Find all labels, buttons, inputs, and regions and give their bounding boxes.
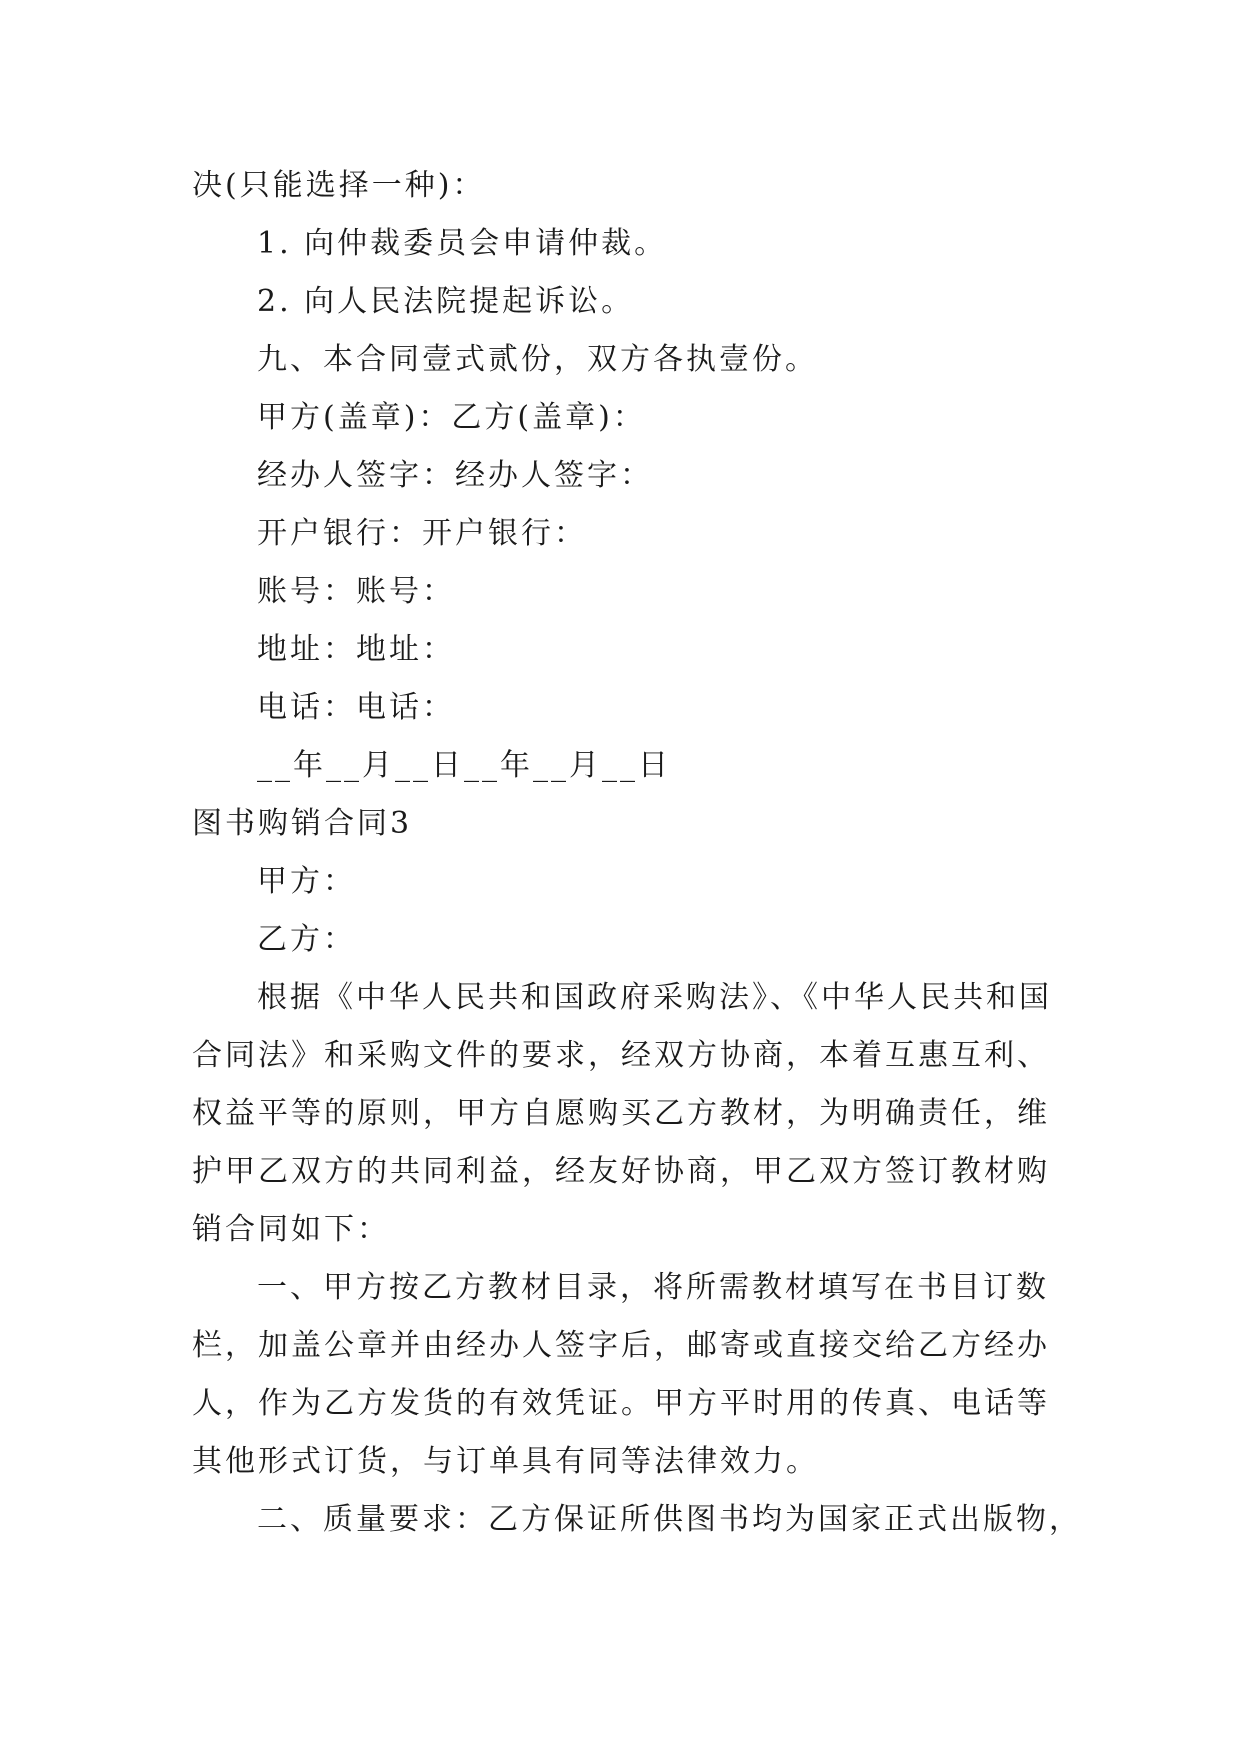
text-line-signature: 经办人签字：经办人签字：: [257, 458, 653, 493]
text-line-phone: 电话：电话：: [257, 690, 455, 725]
paragraph-line: 二、质量要求：乙方保证所供图书均为国家正式出版物，: [257, 1502, 1082, 1537]
paragraph-line: 权益平等的原则，甲方自愿购买乙方教材，为明确责任，维: [192, 1096, 1050, 1131]
text-line-bank: 开户银行：开户银行：: [257, 516, 587, 551]
paragraph-line: 栏，加盖公章并由经办人签字后，邮寄或直接交给乙方经办: [192, 1328, 1050, 1363]
text-line-dispute-resolution: 决(只能选择一种)：: [192, 168, 486, 203]
text-line-litigation: 2. 向人民法院提起诉讼。: [257, 284, 635, 319]
text-line-party-a: 甲方：: [257, 864, 356, 899]
text-line-party-b: 乙方：: [257, 922, 356, 957]
text-line-account: 账号：账号：: [257, 574, 455, 609]
text-line-clause-nine: 九、本合同壹式贰份，双方各执壹份。: [257, 342, 818, 377]
paragraph-line: 一、甲方按乙方教材目录，将所需教材填写在书目订数: [257, 1270, 1049, 1305]
paragraph-line: 其他形式订货，与订单具有同等法律效力。: [192, 1444, 819, 1479]
text-line-date: __年__月__日__年__月__日: [257, 748, 671, 783]
section-title: 图书购销合同3: [192, 806, 413, 841]
paragraph-line: 销合同如下：: [192, 1212, 390, 1247]
paragraph-line: 护甲乙双方的共同利益，经友好协商，甲乙双方签订教材购: [192, 1154, 1050, 1189]
text-line-address: 地址：地址：: [257, 632, 455, 667]
paragraph-line: 人，作为乙方发货的有效凭证。甲方平时用的传真、电话等: [192, 1386, 1050, 1421]
text-line-arbitration: 1. 向仲裁委员会申请仲裁。: [257, 226, 668, 261]
paragraph-line: 根据《中华人民共和国政府采购法》、《中华人民共和国: [257, 980, 1052, 1015]
paragraph-line: 合同法》和采购文件的要求，经双方协商，本着互惠互利、: [192, 1038, 1050, 1073]
text-line-seal: 甲方(盖章)：乙方(盖章)：: [257, 400, 646, 435]
